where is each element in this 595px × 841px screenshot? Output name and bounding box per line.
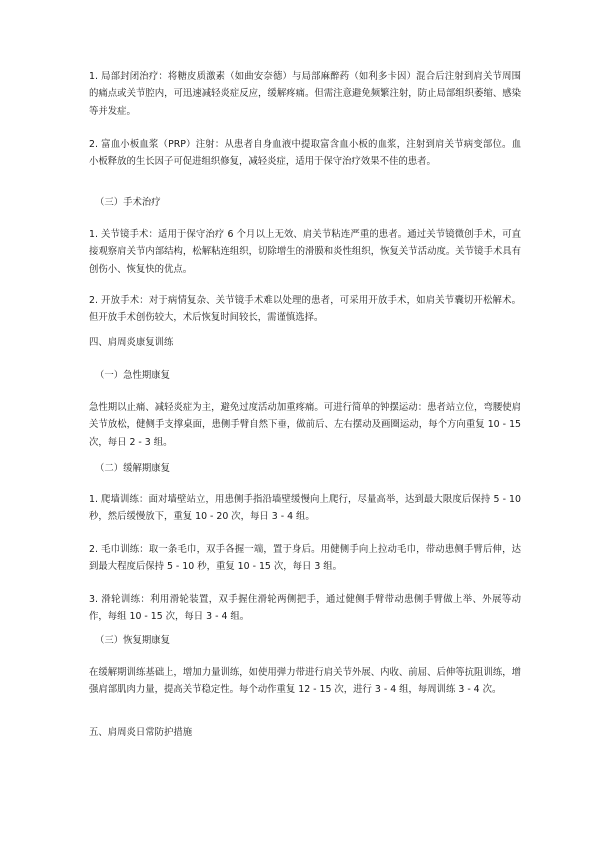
paragraph-open-surgery: 2. 开放手术：对于病情复杂、关节镜手术难以处理的患者，可采用开放手术，如肩关节囊切开松解术。但开放手术创伤较大，术后恢复时间较长，需谨慎选择。	[89, 295, 521, 324]
paragraph-wall-climb: 1. 爬墙训练：面对墙壁站立，用患侧手指沿墙壁缓慢向上爬行，尽量高举，达到最大限度后保持 5 - 10 秒，然后缓慢放下，重复 10 - 20 次，每日 3 - 4 组。	[89, 494, 521, 523]
paragraph-arthroscopy: 1. 关节镜手术：适用于保守治疗 6 个月以上无效、肩关节粘连严重的患者。通过关节镜微创手术，可直接观察肩关节内部结构，松解粘连组织，切除增生的滑膜和炎性组织，恢复关节活动度。关节镜手术具有创伤小、恢复快的优点。	[89, 229, 521, 275]
paragraph-acute: 急性期以止痛、减轻炎症为主，避免过度活动加重疼痛。可进行简单的钟摆运动：患者站立位，弯腰使肩关节放松，健侧手支撑桌面，患侧手臂自然下垂，做前后、左右摆动及画圈运动，每个方向重复 10 - 15 次，每日 2 - 3 组。	[89, 402, 521, 448]
paragraph-pulley: 3. 滑轮训练：利用滑轮装置，双手握住滑轮两侧把手，通过健侧手臂带动患侧手臂做上举、外展等动作，每组 10 - 15 次，每日 3 - 4 组。	[89, 594, 521, 623]
paragraph-local-injection: 1. 局部封闭治疗：将糖皮质激素（如曲安奈德）与局部麻醉药（如利多卡因）混合后注射到肩关节周围的痛点或关节腔内，可迅速减轻炎症反应，缓解疼痛。但需注意避免频繁注射，防止局部组织萎缩、感染等并发症。	[89, 71, 521, 117]
section-heading-daily-care: 五、肩周炎日常防护措施	[89, 727, 193, 738]
subheading-surgery: （三）手术治疗	[95, 197, 161, 208]
subheading-remission: （二）缓解期康复	[95, 463, 171, 474]
subheading-acute: （一）急性期康复	[95, 370, 171, 381]
subheading-recovery: （三）恢复期康复	[95, 635, 171, 646]
section-heading-rehab: 四、肩周炎康复训练	[89, 337, 174, 348]
paragraph-recovery: 在缓解期训练基础上，增加力量训练，如使用弹力带进行肩关节外展、内收、前屈、后伸等抗阻训练，增强肩部肌肉力量，提高关节稳定性。每个动作重复 12 - 15 次，进行 3 - 4 组，每周训练 3 - 4 次。	[89, 667, 521, 696]
paragraph-towel: 2. 毛巾训练：取一条毛巾，双手各握一端，置于身后。用健侧手向上拉动毛巾，带动患侧手臂后伸，达到最大程度后保持 5 - 10 秒，重复 10 - 15 次，每日 3 组。	[89, 544, 521, 573]
paragraph-prp-injection: 2. 富血小板血浆（PRP）注射：从患者自身血液中提取富含血小板的血浆，注射到肩关节病变部位。血小板释放的生长因子可促进组织修复，减轻炎症，适用于保守治疗效果不佳的患者。	[89, 139, 521, 168]
